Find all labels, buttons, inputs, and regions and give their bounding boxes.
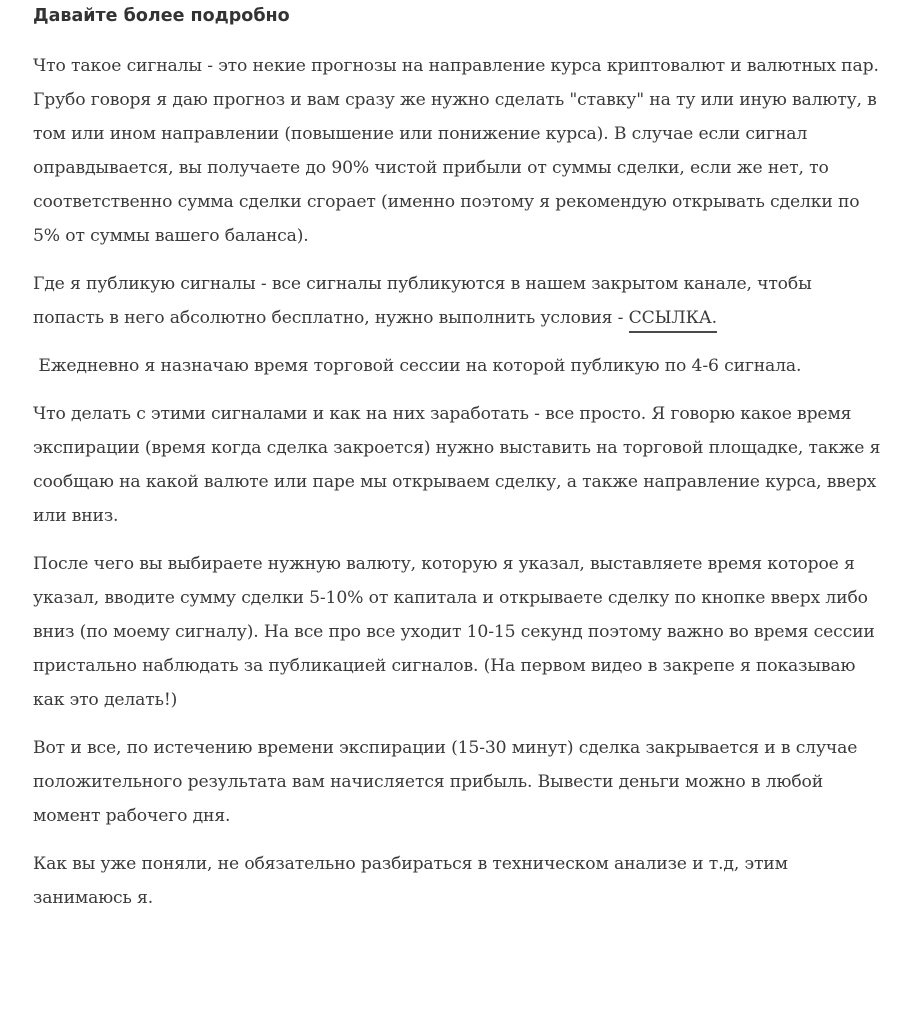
paragraph-expiration: Вот и все, по истечению времени экспирации (15-30 минут) сделка закрывается и в случае положительного результата вам начисляется прибыль. Вывести деньги можно в любой момент рабочего дня.: [33, 738, 858, 826]
channel-link[interactable]: ССЫЛКА.: [629, 308, 717, 333]
article-heading: Давайте более подробно: [33, 6, 290, 26]
paragraph-where-published: [33, 267, 881, 335]
paragraph-what-are-signals: Что такое сигналы - это некие прогнозы на направление курса криптовалют и валютных пар. Грубо говоря я даю прогноз и вам сразу же нужно сделать "ставку" на ту или иную валюту, в том или ином направлении (повышение или понижение курса). В случае если сигнал оправдывается, вы получаете до 90% чистой прибыли от суммы сделки, если же нет, то соответственно сумма сделки сгорает (именно поэтому я рекомендую открывать сделки по 5% от суммы вашего баланса).: [33, 56, 879, 246]
paragraph-where-published-text: Где я публикую сигналы - все сигналы публикуются в нашем закрытом канале, чтобы попасть в него абсолютно бесплатно, нужно выполнить условия -: [33, 274, 812, 328]
paragraph-steps: После чего вы выбираете нужную валюту, которую я указал, выставляете время которое я указал, вводите сумму сделки 5-10% от капитала и открываете сделку по кнопке вверх либо вниз (по моему сигналу). На все про все уходит 10-15 секунд поэтому важно во время сессии пристально наблюдать за публикацией сигналов. (На первом видео в закрепе я показываю как это делать!): [33, 554, 875, 710]
paragraph-daily-session: Ежедневно я назначаю время торговой сессии на которой публикую по 4-6 сигнала.: [33, 356, 802, 376]
paragraph-conclusion: Как вы уже поняли, не обязательно разбираться в техническом анализе и т.д, этим занимаюсь я.: [33, 854, 788, 908]
paragraph-how-to-earn: Что делать с этими сигналами и как на них заработать - все просто. Я говорю какое время экспирации (время когда сделка закроется) нужно выставить на торговой площадке, также я сообщаю на какой валюте или паре мы открываем сделку, а также направление курса, вверх или вниз.: [33, 404, 881, 526]
